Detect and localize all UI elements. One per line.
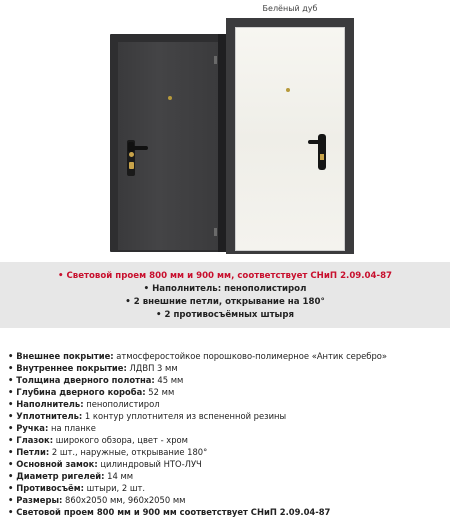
spec-value: штыри, 2 шт. <box>83 483 146 493</box>
spec-label: • Противосъём: <box>8 483 84 493</box>
spec-item <box>8 470 444 482</box>
spec-item <box>8 398 444 410</box>
spec-item <box>8 410 444 422</box>
lock-handle-icon <box>128 142 140 184</box>
spec-value: 52 мм <box>145 387 175 397</box>
lock-handle-icon <box>318 134 326 170</box>
spec-item <box>8 362 444 374</box>
spec-item <box>8 434 444 446</box>
spec-value: 1 контур уплотнителя из вспененной резины <box>82 411 287 421</box>
spec-value: ЛДВП 3 мм <box>126 363 178 373</box>
spec-item <box>8 446 444 458</box>
spec-list <box>8 350 444 518</box>
spec-value: цилиндровый НТО-ЛУЧ <box>97 459 202 469</box>
spec-label: • Основной замок: <box>8 459 98 469</box>
spec-label: • Уплотнитель: <box>8 411 83 421</box>
spec-value: 2 шт., наружные, открывание 180° <box>49 447 208 457</box>
spec-label: • Внешнее покрытие: <box>8 351 114 361</box>
peephole-icon <box>286 88 290 92</box>
spec-label: • Толщина дверного полотна: <box>8 375 155 385</box>
feature-band <box>0 262 450 328</box>
hinge-icon <box>214 228 217 236</box>
spec-label: • Петли: <box>8 447 50 457</box>
spec-value: 860х2050 мм, 960х2050 мм <box>62 495 186 505</box>
spec-item <box>8 482 444 494</box>
spec-item <box>8 494 444 506</box>
spec-label: • Глазок: <box>8 435 54 445</box>
spec-value: широкого обзора, цвет - хром <box>53 435 188 445</box>
spec-value: пенополистирол <box>83 399 160 409</box>
spec-item <box>8 350 444 362</box>
hinge-icon <box>214 56 217 64</box>
spec-label: • Глубина дверного короба: <box>8 387 146 397</box>
feature-line: • Наполнитель: пенополистирол <box>143 284 307 294</box>
color-caption: Белёный дуб <box>262 4 318 13</box>
spec-value: 14 мм <box>104 471 134 481</box>
feature-line: • 2 противосъёмных штыря <box>156 310 294 320</box>
spec-value: на планке <box>48 423 96 433</box>
spec-item-light-opening: • Световой проем 800 мм и 900 мм соответствует СНиП 2.09.04-87 <box>8 507 331 517</box>
door-interior-image <box>226 4 354 254</box>
spec-label: • Ручка: <box>8 423 49 433</box>
spec-label: • Внутреннее покрытие: <box>8 363 127 373</box>
spec-value: 45 мм <box>154 375 184 385</box>
spec-item <box>8 422 444 434</box>
feature-line: • 2 внешние петли, открывание на 180° <box>125 297 325 307</box>
spec-label: • Диаметр ригелей: <box>8 471 105 481</box>
feature-line: • Световой проем 800 мм и 900 мм, соответствует СНиП 2.09.04-87 <box>57 271 393 281</box>
spec-value: атмосферостойкое порошково-полимерное «Антик серебро» <box>113 351 388 361</box>
door-exterior-image <box>110 34 228 252</box>
door-leaf <box>235 27 345 251</box>
peephole-icon <box>168 96 172 100</box>
spec-item <box>8 374 444 386</box>
spec-label: • Размеры: <box>8 495 63 505</box>
spec-item <box>8 458 444 470</box>
spec-label: • Наполнитель: <box>8 399 84 409</box>
spec-item <box>8 386 444 398</box>
